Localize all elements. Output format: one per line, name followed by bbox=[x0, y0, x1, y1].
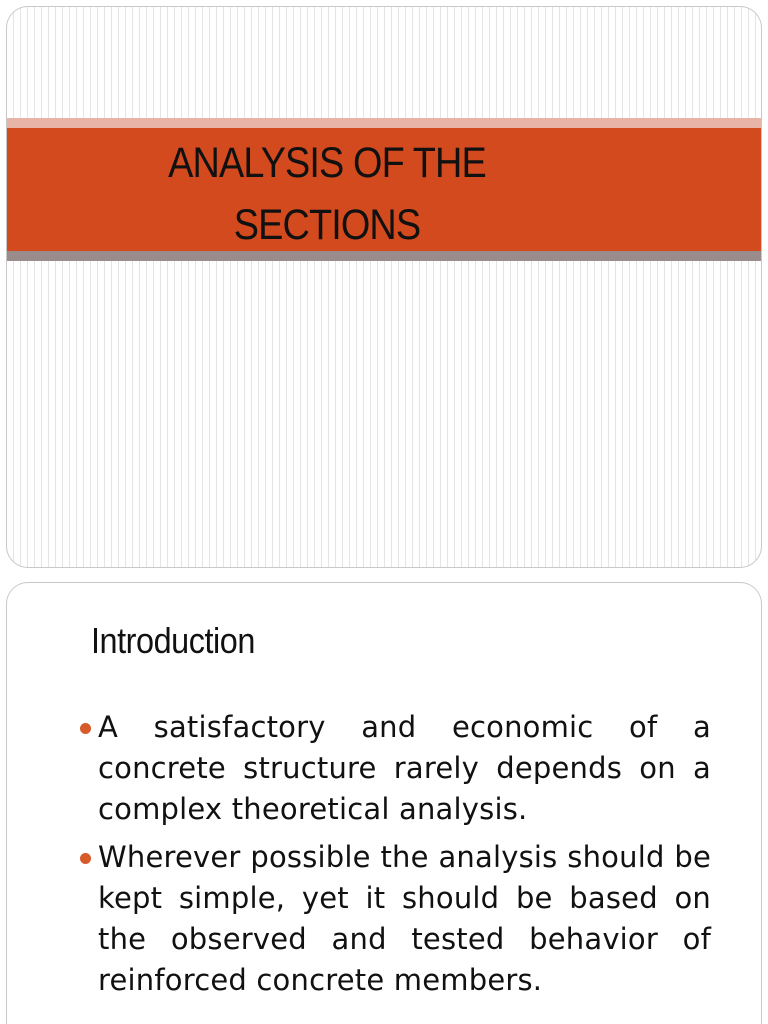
bullet-list bbox=[77, 707, 711, 1008]
title-band-top-stripe bbox=[7, 118, 761, 128]
slide-title bbox=[107, 132, 547, 256]
section-heading: Introduction bbox=[91, 620, 255, 661]
orange-dot-icon bbox=[80, 723, 91, 734]
bullet-text: A satisfactory and economic of a concrete structure rarely depends on a complex theoretical analysis. bbox=[98, 710, 711, 826]
bullet-item bbox=[77, 837, 711, 1001]
bullet-text: Wherever possible the analysis should be kept simple, yet it should be based on the observed and tested behavior of reinforced concrete members. bbox=[98, 840, 711, 997]
introduction-slide bbox=[6, 582, 762, 1024]
orange-dot-icon bbox=[80, 853, 91, 864]
bullet-item bbox=[77, 707, 711, 830]
title-slide bbox=[6, 6, 762, 568]
slide-title-line-2: SECTIONS bbox=[233, 201, 421, 249]
slide-title-line-1: ANALYSIS OF THE bbox=[168, 139, 486, 187]
